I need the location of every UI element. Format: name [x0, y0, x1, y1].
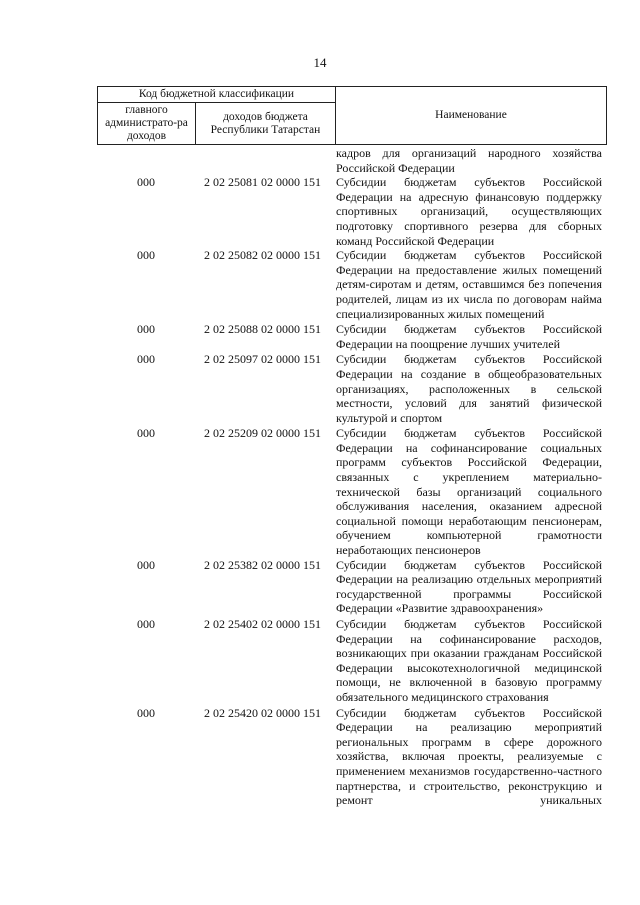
- row-admin: 000: [137, 705, 155, 720]
- continuation-row: [97, 146, 607, 175]
- table-body: [97, 146, 607, 808]
- table-row: [97, 617, 607, 705]
- row-code: 2 02 25420 02 0000 151: [204, 705, 321, 720]
- table-row: [97, 352, 607, 425]
- row-admin: 000: [137, 352, 155, 367]
- row-admin: 000: [137, 175, 155, 190]
- table-row: [97, 558, 607, 616]
- row-name: Субсидии бюджетам субъектов Российской Федерации на софинансирование социальных программ субъектов Российской Федерации, связанных с укреплением материально-технической базы организаций социального обслуживания населения, оказанием адресной социальной помощи неработающим пенсионерам, обучением компьютерной грамотности неработающих пенсионеров: [336, 426, 602, 558]
- row-code: 2 02 25081 02 0000 151: [204, 175, 321, 190]
- continuation-text: кадров для организаций народного хозяйства Российской Федерации: [336, 146, 602, 175]
- row-admin: 000: [137, 617, 155, 631]
- budget-classification-header: [97, 86, 607, 145]
- row-admin: 000: [137, 557, 155, 572]
- row-admin: 000: [137, 322, 155, 337]
- row-name: Субсидии бюджетам субъектов Российской Федерации на поощрение лучших учителей: [336, 322, 602, 351]
- row-name: Субсидии бюджетам субъектов Российской Федерации на создание в общеобразовательных организациях, расположенных в сельской местности, условий для занятий физической культурой и спортом: [336, 352, 602, 425]
- row-name: Субсидии бюджетам субъектов Российской Федерации на софинансирование расходов, возникающих при оказании гражданам Российской Федерации высокотехнологичной медицинской помощи, не включенной в базовую программу обязательного медицинского страхования: [336, 617, 602, 704]
- row-code: 2 02 25382 02 0000 151: [204, 557, 321, 572]
- table-row: [97, 322, 607, 351]
- header-group-title: Код бюджетной классификации: [98, 87, 336, 103]
- table-row: [97, 175, 607, 248]
- header-col-name: Наименование: [336, 87, 607, 145]
- page-number: 14: [313, 55, 327, 70]
- table-row: [97, 248, 607, 321]
- row-code: 2 02 25082 02 0000 151: [204, 248, 321, 263]
- row-name: Субсидии бюджетам субъектов Российской Федерации на реализацию отдельных мероприятий государственной программы Российской Федерации «Развитие здравоохранения»: [336, 557, 602, 616]
- row-code: 2 02 25402 02 0000 151: [204, 617, 321, 631]
- table-row: [97, 706, 607, 808]
- row-admin: 000: [137, 248, 155, 263]
- header-col-admin: главного администрато-ра доходов: [98, 103, 196, 145]
- row-code: 2 02 25209 02 0000 151: [204, 426, 321, 441]
- row-admin: 000: [137, 426, 155, 441]
- row-name: Субсидии бюджетам субъектов Российской Федерации на адресную финансовую поддержку спортивных организаций, осуществляющих подготовку спортивного резерва для сборных команд Российской Федерации: [336, 175, 602, 248]
- header-col-code: доходов бюджета Республики Татарстан: [196, 103, 336, 145]
- row-name: Субсидии бюджетам субъектов Российской Федерации на реализацию мероприятий региональных программ в сфере дорожного хозяйства, включая проекты, реализуемые с применением механизмов государственно-частного партнерства, и строительство, реконструкцию и ремонт уникальных: [336, 705, 602, 808]
- row-name: Субсидии бюджетам субъектов Российской Федерации на предоставление жилых помещений детям-сиротам и детям, оставшимся без попечения родителей, лицам из их числа по договорам найма специализированных жилых помещений: [336, 248, 602, 321]
- row-code: 2 02 25088 02 0000 151: [204, 322, 321, 337]
- table-row: [97, 426, 607, 557]
- row-code: 2 02 25097 02 0000 151: [204, 352, 321, 367]
